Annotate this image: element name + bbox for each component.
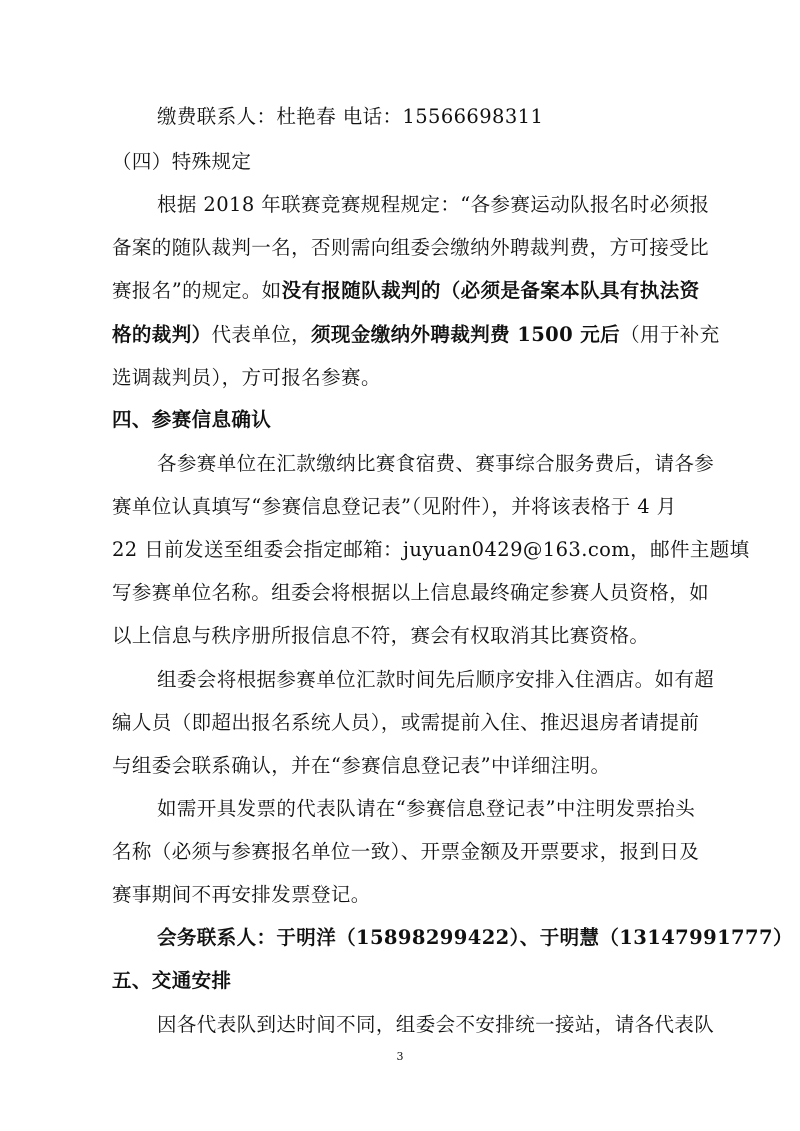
rules-line-4-bold-b: 须现金缴纳外聘裁判费 1500 元后 [311,323,621,346]
rules-paragraph-line-2: 备案的随队裁判一名，否则需向组委会缴纳外聘裁判费，方可接受比 [112,236,710,259]
confirm-paragraph-line-4: 写参赛单位名称。组委会将根据以上信息最终确定参赛人员资格，如 [112,581,710,604]
confirm-paragraph-line-1: 各参赛单位在汇款缴纳比赛食宿费、赛事综合服务费后，请各参 [157,452,715,475]
invoice-paragraph-line-1: 如需开具发票的代表队请在“参赛信息登记表”中注明发票抬头 [157,797,696,820]
affairs-contact-line: 会务联系人：于明洋（15898299422）、于明慧（13147991777） [157,926,793,949]
invoice-paragraph-line-3: 赛事期间不再安排发票登记。 [112,883,371,906]
transport-paragraph-line-1: 因各代表队到达时间不同，组委会不安排统一接站，请各代表队 [157,1013,715,1036]
special-rules-subheading: （四）特殊规定 [112,150,252,173]
hotel-paragraph-line-1: 组委会将根据参赛单位汇款时间先后顺序安排入住酒店。如有超 [157,668,715,691]
confirm-paragraph-line-5: 以上信息与秩序册所报信息不符，赛会有权取消其比赛资格。 [112,624,650,647]
rules-line-3-normal: 赛报名”的规定。如 [112,279,282,302]
rules-paragraph-line-4 [112,321,800,349]
hotel-paragraph-line-3: 与组委会联系确认，并在“参赛信息登记表”中详细注明。 [112,754,611,777]
confirm-paragraph-line-2: 赛单位认真填写“参赛信息登记表”（见附件），并将该表格于 4 月 [112,495,677,518]
confirm-paragraph-line-3: 22 日前发送至组委会指定邮箱：juyuan0429@163.com，邮件主题填 [112,538,750,561]
rules-paragraph-line-1: 根据 2018 年联赛竞赛规程规定：“各参赛运动队报名时必须报 [157,193,710,216]
rules-paragraph-line-5: 选调裁判员），方可报名参赛。 [112,366,381,389]
section-heading-5: 五、交通安排 [112,969,232,992]
invoice-paragraph-line-2: 名称（必须与参赛报名单位一致）、开票金额及开票要求，报到日及 [112,840,700,863]
section-heading-4: 四、参赛信息确认 [112,408,272,431]
rules-line-4-normal-b: （用于补充 [620,323,720,346]
fee-contact-line: 缴费联系人：杜艳春 电话：15566698311 [157,105,544,128]
rules-line-3-bold: 没有报随队裁判的（必须是备案本队具有执法资 [281,279,700,302]
rules-line-4-bold-a: 格的裁判） [112,323,212,346]
rules-paragraph-line-3 [112,277,800,305]
page-number: 3 [396,1050,404,1063]
hotel-paragraph-line-2: 编人员（即超出报名系统人员），或需提前入住、推迟退房者请提前 [112,711,700,734]
rules-line-4-normal-a: 代表单位， [211,323,312,346]
